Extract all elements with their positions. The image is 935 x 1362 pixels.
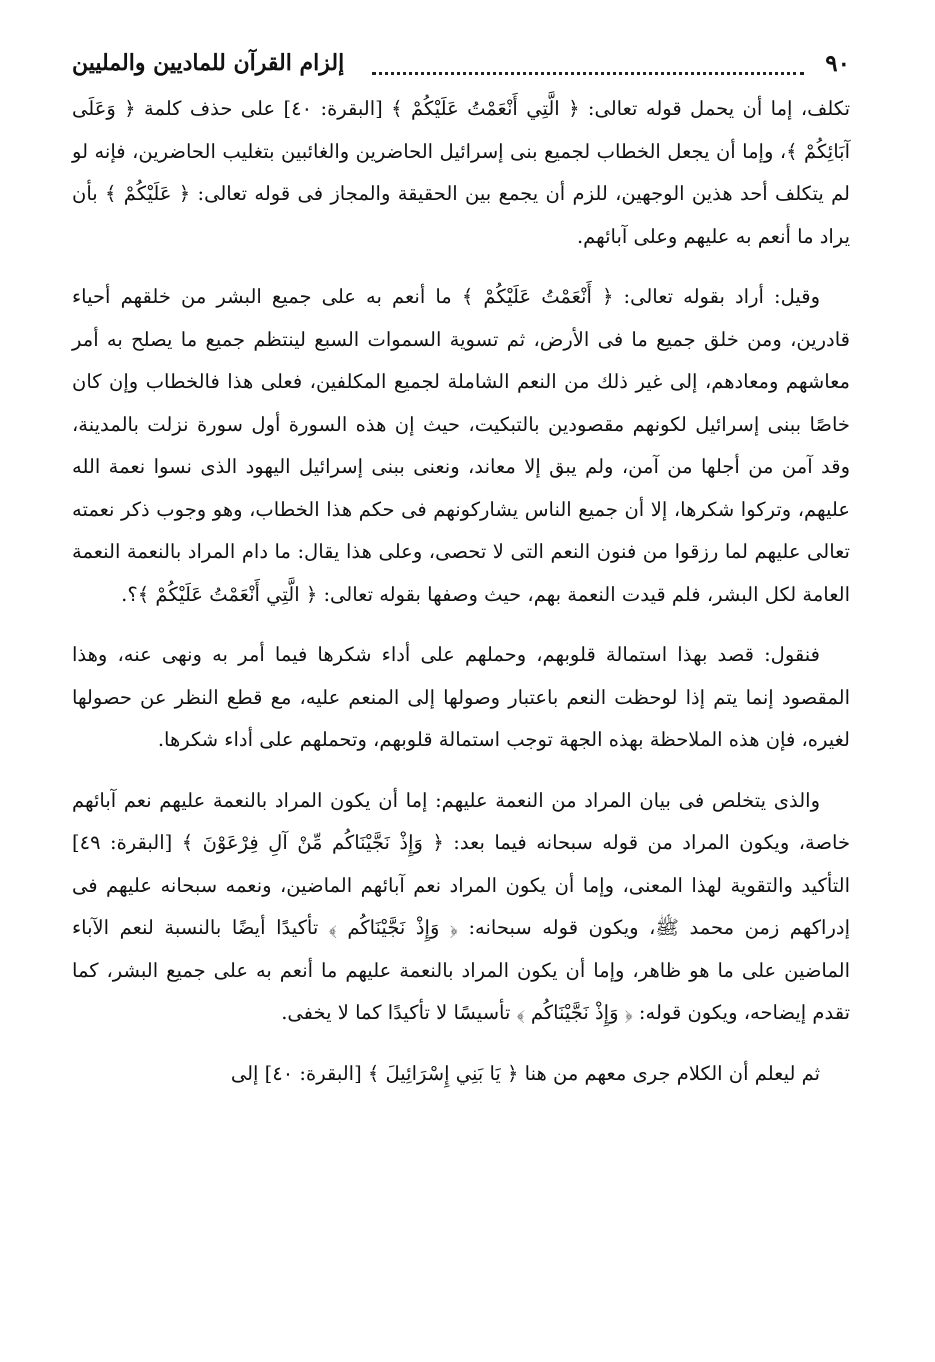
header-dot-leader bbox=[372, 72, 804, 75]
paragraph-5: ثم ليعلم أن الكلام جرى معهم من هنا ﴿ يَا بَنِي إِسْرَائِيلَ ﴾ [البقرة: ٤٠] إلى bbox=[230, 1061, 820, 1085]
paragraph-2: وقيل: أراد بقوله تعالى: ﴿ أَنْعَمْتُ عَلَيْكُمْ ﴾ ما أنعم به على جميع البشر من خلقهم أحياء قادرين، ومن خلق جميع ما فى الأرض، ثم تسوية السموات السبع لينتظم جميع ما يصلح به أمر معاشهم ومعادهم، إلى غير ذلك من النعم الشاملة لجميع المكلفين، فعلى هذا فالخطاب وإن كان خاصًا ببنى إسرائيل لكونهم مقصودين بالتبكيت، حيث إن هذه السورة أول سورة نزلت بالمدينة، وقد آمن من أجلها من آمن، ولم يبق إلا معاند، ونعنى ببنى إسرائيل اليهود الذى نسوا نعمة الله عليهم، وتركوا شكرها، إلا أن جميع الناس يشاركونهم فى حكم هذا الخطاب، وهو وجوب ذكر نعمته تعالى عليهم لما رزقوا من فنون النعم التى لا تحصى، وعلى هذا يقال: ما دام المراد بالنعمة النعمة العامة لكل البشر، فلم قيدت النعمة بهم، حيث وصفها بقوله تعالى: ﴿ الَّتِي أَنْعَمْتُ عَلَيْكُمْ ﴾؟. bbox=[72, 285, 850, 606]
paragraph-4: والذى يتخلص فى بيان المراد من النعمة عليهم: إما أن يكون المراد بالنعمة عليهم نعم آبائهم خاصة، ويكون المراد من قوله سبحانه فيما بعد: ﴿ وَإِذْ نَجَّيْنَاكُم مِّنْ آلِ فِرْعَوْنَ ﴾ [البقرة: ٤٩] التأكيد والتقوية لهذا المعنى، وإما أن يكون المراد نعم آبائهم الماضين، ونعمه سبحانه عليهم فى إدراكهم زمن محمد ﷺ، ويكون قوله سبحانه: ﴿ وَإِذْ نَجَّيْنَاكُم ﴾ تأكيدًا أيضًا بالنسبة لنعم الآباء الماضين على ما هو ظاهر، وإما أن يكون المراد بالنعمة عليهم ما أنعم به على جميع البشر، كما تقدم إيضاحه، ويكون قوله: ﴿ وَإِذْ نَجَّيْنَاكُم ﴾ تأسيسًا لا تأكيدًا كما لا يخفى. bbox=[72, 788, 850, 1024]
paragraph-3: فنقول: قصد بهذا استمالة قلوبهم، وحملهم على أداء شكرها فيما أمر به ونهى عنه، وهذا المقصود إنما يتم إذا لوحظت النعم باعتبار وصولها إلى المنعم عليه، مع قطع النظر عن حصولها لغيره، فإن هذه الملاحظة بهذه الجهة توجب استمالة قلوبهم، وتحملهم على أداء شكرها. bbox=[72, 643, 850, 751]
running-header bbox=[72, 48, 850, 88]
paragraph-1: تكلف، إما أن يحمل قوله تعالى: ﴿ الَّتِي أَنْعَمْتُ عَلَيْكُمْ ﴾ [البقرة: ٤٠] على حذف كلمة ﴿ وَعَلَى آبَائِكُمْ ﴾، وإما أن يجعل الخطاب لجميع بنى إسرائيل الحاضرين والغائبين بتغليب الحاضرين، فإنه لو لم يتكلف أحد هذين الوجهين، للزم أن يجمع بين الحقيقة والمجاز فى قوله تعالى: ﴿ عَلَيْكُمْ ﴾ بأن يراد ما أنعم به عليهم وعلى آبائهم. bbox=[72, 97, 850, 248]
running-title: إلزام القرآن للماديين والمليين bbox=[72, 50, 350, 76]
page-number: ٩٠ bbox=[825, 50, 850, 77]
document-page bbox=[72, 48, 850, 1095]
